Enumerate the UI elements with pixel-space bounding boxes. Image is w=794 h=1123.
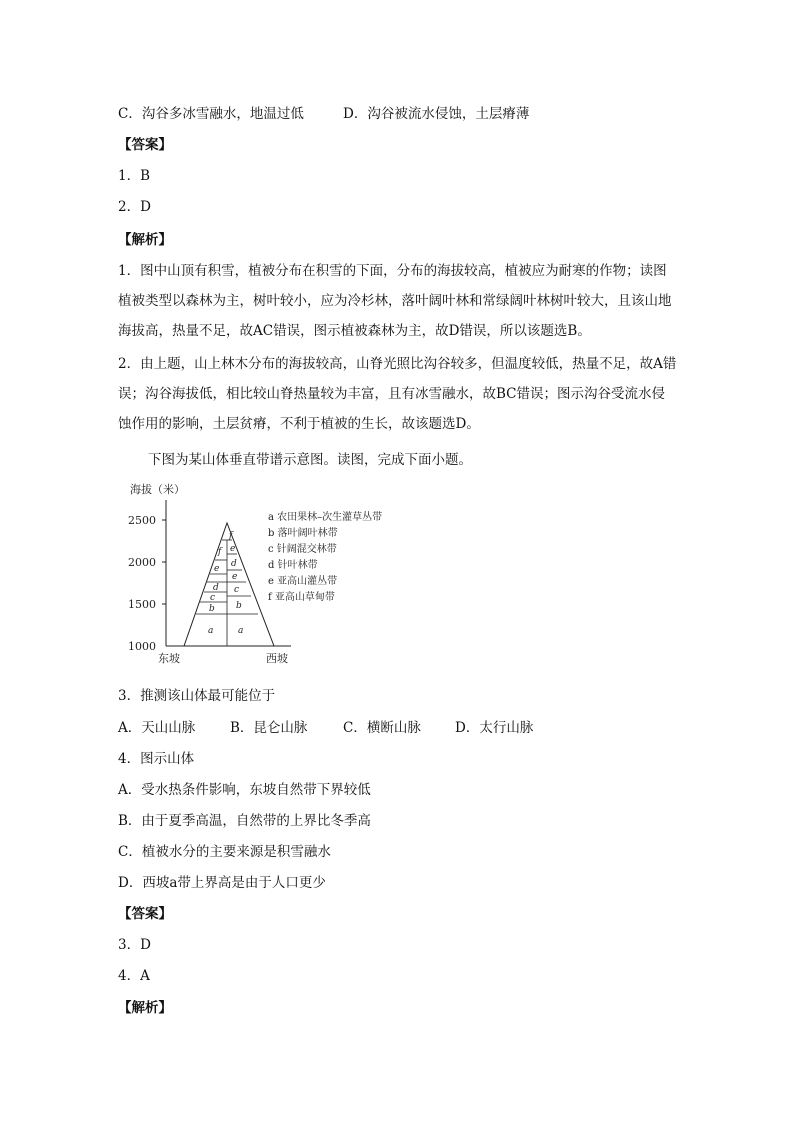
y-tick-label-2500: 2500 — [128, 514, 156, 527]
analysis-heading-2: 【解析】 — [118, 1000, 172, 1016]
west-zone-d: d — [231, 559, 237, 569]
west-zone-c: c — [234, 585, 240, 595]
answer-heading-1: 【答案】 — [118, 137, 172, 153]
analysis-paragraph-2: 2．由上题，山上林木分布的海拔较高，山脊光照比沟谷较多，但温度较低，热量不足，故A错误；沟谷海拔低，相比较山脊热量较为丰富，且有冰雪融水，故BC错误；图示沟谷受流水侵蚀作用的影响，土层贫瘠，不利于植被的生长，故该题选D。 — [118, 356, 677, 432]
west-zone-a: a — [238, 626, 244, 636]
q3-stem: 3．推测该山体最可能位于 — [118, 688, 276, 704]
q4-option-d: D．西坡a带上界高是由于人口更少 — [118, 875, 326, 891]
answer-heading-2: 【答案】 — [118, 906, 172, 922]
east-zone-c: c — [210, 593, 216, 603]
answer-item-2: 2．D — [118, 199, 151, 215]
answer-item-1: 1．B — [118, 168, 151, 184]
x-label-east: 东坡 — [158, 652, 180, 665]
answer-item-4: 4．A — [118, 968, 150, 984]
y-tick-label-1000: 1000 — [128, 640, 156, 653]
q4-option-c: C．植被水分的主要来源是积雪融水 — [118, 844, 331, 860]
west-zone-e-upper: e — [230, 544, 236, 554]
east-zone-f: f — [218, 547, 222, 557]
q3-option-b: B．昆仑山脉 — [230, 720, 308, 736]
legend-b: b 落叶阔叶林带 — [268, 528, 338, 539]
q3-option-a: A．天山山脉 — [118, 720, 196, 736]
analysis-heading-1: 【解析】 — [118, 232, 172, 248]
vertical-zonation-figure — [126, 478, 426, 668]
q4-option-b: B．由于夏季高温，自然带的上界比冬季高 — [118, 813, 371, 829]
legend-e: e 亚高山灌丛带 — [268, 576, 338, 587]
west-zone-b: b — [236, 601, 242, 611]
east-zone-e: e — [214, 564, 220, 574]
q4-option-a: A．受水热条件影响，东坡自然带下界较低 — [118, 782, 371, 798]
q3-option-d: D．太行山脉 — [455, 720, 534, 736]
figure-intro: 下图为某山体垂直带谱示意图。读图，完成下面小题。 — [148, 452, 472, 468]
q4-stem: 4．图示山体 — [118, 751, 195, 767]
west-zone-f: f — [229, 531, 233, 541]
y-tick-label-2000: 2000 — [128, 556, 156, 569]
legend-a: a 农田果林–次生灌草丛带 — [268, 512, 383, 523]
legend-c: c 针阔混交林带 — [268, 544, 337, 555]
x-label-west: 西坡 — [266, 652, 288, 665]
prev-option-c: C．沟谷多冰雪融水，地温过低 — [118, 106, 304, 122]
legend-d: d 针叶林带 — [268, 560, 318, 571]
west-zone-e-lower: e — [232, 572, 238, 582]
legend-f: f 亚高山草甸带 — [268, 592, 335, 603]
mountain-outline — [184, 523, 274, 646]
east-zone-a: a — [208, 626, 214, 636]
analysis-paragraph-1: 1．图中山顶有积雪，植被分布在积雪的下面，分布的海拔较高，植被应为耐寒的作物；读图植被类型以森林为主，树叶较小，应为冷杉林，落叶阔叶林和常绿阔叶林树叶较大，且该山地海拔高，热量不足，故AC错误，图示植被森林为主，故D错误，所以该题选B。 — [118, 263, 672, 339]
answer-item-3: 3．D — [118, 937, 151, 953]
east-zone-d: d — [213, 583, 219, 593]
east-zone-b: b — [209, 604, 215, 614]
y-tick-label-1500: 1500 — [128, 598, 156, 611]
y-axis-title: 海拔（米） — [130, 483, 185, 496]
q3-option-c: C．横断山脉 — [343, 720, 421, 736]
prev-option-d: D．沟谷被流水侵蚀，土层瘠薄 — [343, 106, 530, 122]
